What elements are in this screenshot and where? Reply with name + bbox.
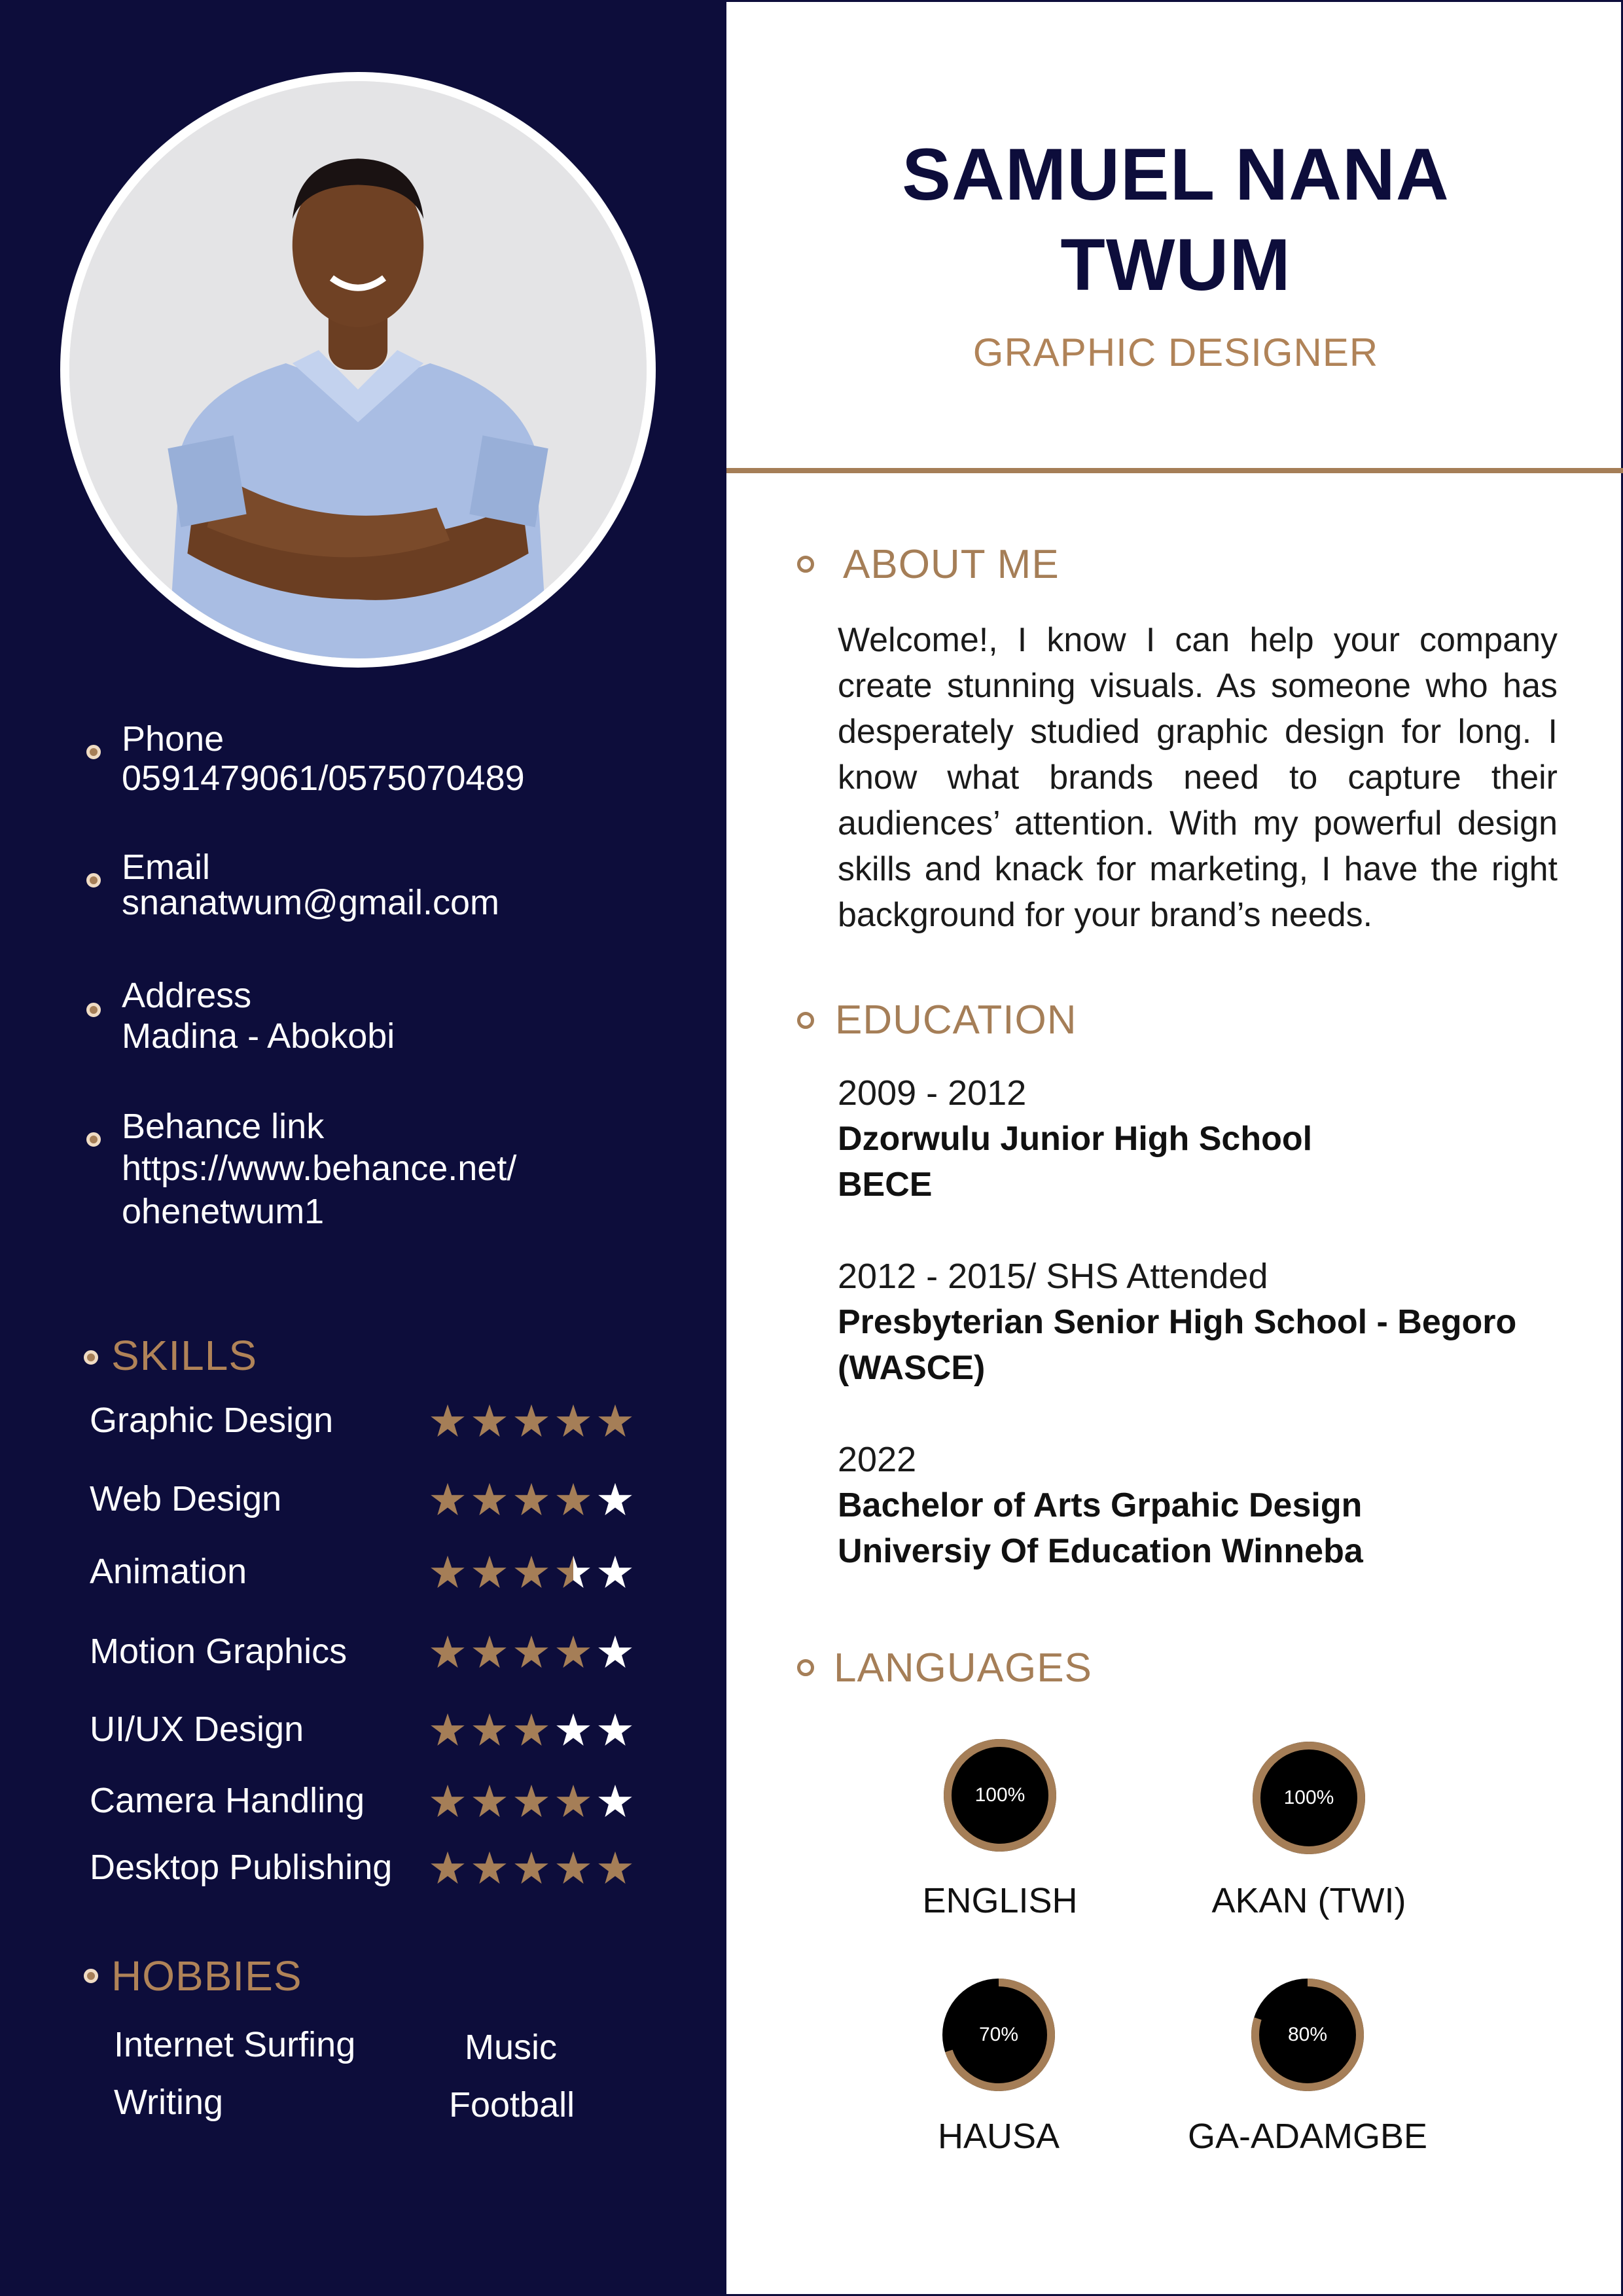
star-icon xyxy=(555,1554,592,1590)
skill-row xyxy=(0,1706,724,1752)
bullet-icon xyxy=(86,873,101,888)
star-icon xyxy=(597,1481,633,1518)
language-percent: 70% xyxy=(978,2024,1019,2045)
star-icon xyxy=(429,1403,466,1439)
skill-row xyxy=(0,1628,724,1674)
star-icon xyxy=(429,1783,466,1820)
skill-row xyxy=(0,1397,724,1443)
skill-row xyxy=(0,1549,724,1594)
skill-name: Camera Handling xyxy=(90,1781,365,1820)
star-icon xyxy=(513,1712,550,1748)
profile-photo xyxy=(69,81,647,658)
language-progress-ring xyxy=(1250,1739,1368,1857)
skill-row xyxy=(0,1476,724,1522)
ring-bullet-icon xyxy=(797,556,814,573)
name-line2: TWUM xyxy=(1060,224,1291,306)
contact-value: 0591479061/0575070489 xyxy=(122,759,525,798)
skill-name: Graphic Design xyxy=(90,1401,334,1440)
skill-row xyxy=(0,1844,724,1890)
skill-name: Motion Graphics xyxy=(90,1632,348,1671)
language-progress-ring xyxy=(1249,1976,1366,2094)
star-icon xyxy=(429,1850,466,1886)
star-icon xyxy=(597,1554,633,1590)
star-icon xyxy=(555,1481,592,1518)
language-percent: 100% xyxy=(974,1784,1026,1806)
about-heading: ABOUT ME xyxy=(843,542,1060,587)
star-icon xyxy=(471,1554,508,1590)
person-illustration xyxy=(69,81,647,658)
skills-heading: SKILLS xyxy=(111,1332,258,1379)
about-text: Welcome!, I know I can help your company create stunning visuals. As someone who has desperately studied graphic design for long. I know what brands need to capture their audiences’ attention. With my powerful design skills and knack for marketing, I have the right background for your brand’s needs. xyxy=(838,621,1558,934)
edu-period: 2009 - 2012 xyxy=(838,1073,1027,1113)
ring-bullet-icon xyxy=(797,1659,814,1676)
star-icon xyxy=(471,1481,508,1518)
skill-name: Web Design xyxy=(90,1479,282,1518)
star-icon xyxy=(513,1554,550,1590)
hobby-item: Football xyxy=(449,2085,575,2125)
star-icon xyxy=(429,1712,466,1748)
education-heading: EDUCATION xyxy=(835,997,1077,1043)
bullet-icon xyxy=(84,1350,98,1365)
bullet-icon xyxy=(86,1132,101,1147)
hobby-item: Music xyxy=(465,2028,558,2067)
contact-label: Behance link xyxy=(122,1107,325,1146)
star-icon xyxy=(513,1783,550,1820)
language-name: ENGLISH xyxy=(922,1881,1078,1920)
language-percent: 80% xyxy=(1287,2024,1328,2045)
star-icon xyxy=(597,1403,633,1439)
hobby-item: Internet Surfing xyxy=(114,2025,356,2064)
main-content xyxy=(724,0,1623,2296)
contact-value-cont[interactable]: ohenetwum1 xyxy=(122,1192,325,1231)
job-title: GRAPHIC DESIGNER xyxy=(972,331,1379,374)
contact-label: Address xyxy=(122,976,252,1015)
skill-name: UI/UX Design xyxy=(90,1710,304,1749)
divider xyxy=(726,468,1623,473)
language-name: GA-ADAMGBE xyxy=(1187,2117,1428,2156)
edu-school: Dzorwulu Junior High School xyxy=(838,1120,1313,1158)
star-icon xyxy=(597,1634,633,1670)
contact-label: Phone xyxy=(122,719,224,759)
contact-value: Madina - Abokobi xyxy=(122,1016,395,1056)
language-progress-ring xyxy=(941,1736,1059,1854)
star-icon xyxy=(513,1481,550,1518)
profile-photo-frame xyxy=(60,72,656,668)
star-icon xyxy=(555,1634,592,1670)
star-icon xyxy=(513,1403,550,1439)
contact-value[interactable]: snanatwum@gmail.com xyxy=(122,883,500,922)
star-icon xyxy=(471,1712,508,1748)
star-icon xyxy=(555,1712,592,1748)
bullet-icon xyxy=(86,1003,101,1017)
edu-period: 2012 - 2015/ SHS Attended xyxy=(838,1257,1268,1296)
contact-value[interactable]: https://www.behance.net/ xyxy=(122,1149,517,1188)
edu-qualification: BECE xyxy=(838,1166,933,1204)
bullet-icon xyxy=(84,1969,98,1983)
bullet-icon xyxy=(86,745,101,759)
language-name: AKAN (TWI) xyxy=(1211,1881,1406,1920)
star-icon xyxy=(597,1783,633,1820)
star-icon xyxy=(471,1403,508,1439)
hobby-item: Writing xyxy=(114,2083,224,2122)
star-icon xyxy=(597,1850,633,1886)
languages-heading: LANGUAGES xyxy=(834,1645,1092,1691)
skill-name: Animation xyxy=(90,1552,247,1591)
star-icon xyxy=(555,1850,592,1886)
star-icon xyxy=(513,1850,550,1886)
ring-bullet-icon xyxy=(797,1012,814,1029)
hobbies-heading: HOBBIES xyxy=(111,1952,302,2000)
sidebar xyxy=(0,0,724,2296)
star-icon xyxy=(555,1403,592,1439)
language-percent: 100% xyxy=(1283,1787,1334,1808)
edu-school: Presbyterian Senior High School - Begoro xyxy=(838,1303,1517,1341)
contact-label: Email xyxy=(122,848,211,887)
language-name: HAUSA xyxy=(937,2117,1060,2156)
skill-row xyxy=(0,1778,724,1823)
star-icon xyxy=(429,1481,466,1518)
language-progress-ring xyxy=(940,1976,1058,2094)
name-line1: SAMUEL NANA xyxy=(902,134,1450,215)
star-icon xyxy=(429,1554,466,1590)
edu-qualification: (WASCE) xyxy=(838,1349,986,1387)
star-icon xyxy=(471,1783,508,1820)
edu-school: Bachelor of Arts Grpahic Design xyxy=(838,1486,1363,1524)
star-icon xyxy=(555,1783,592,1820)
star-icon xyxy=(471,1850,508,1886)
star-icon xyxy=(471,1634,508,1670)
star-icon xyxy=(429,1634,466,1670)
page-title xyxy=(726,130,1623,310)
star-icon xyxy=(597,1712,633,1748)
edu-qualification: Universiy Of Education Winneba xyxy=(838,1532,1363,1570)
skill-name: Desktop Publishing xyxy=(90,1848,393,1887)
star-icon xyxy=(513,1634,550,1670)
edu-period: 2022 xyxy=(838,1440,917,1479)
